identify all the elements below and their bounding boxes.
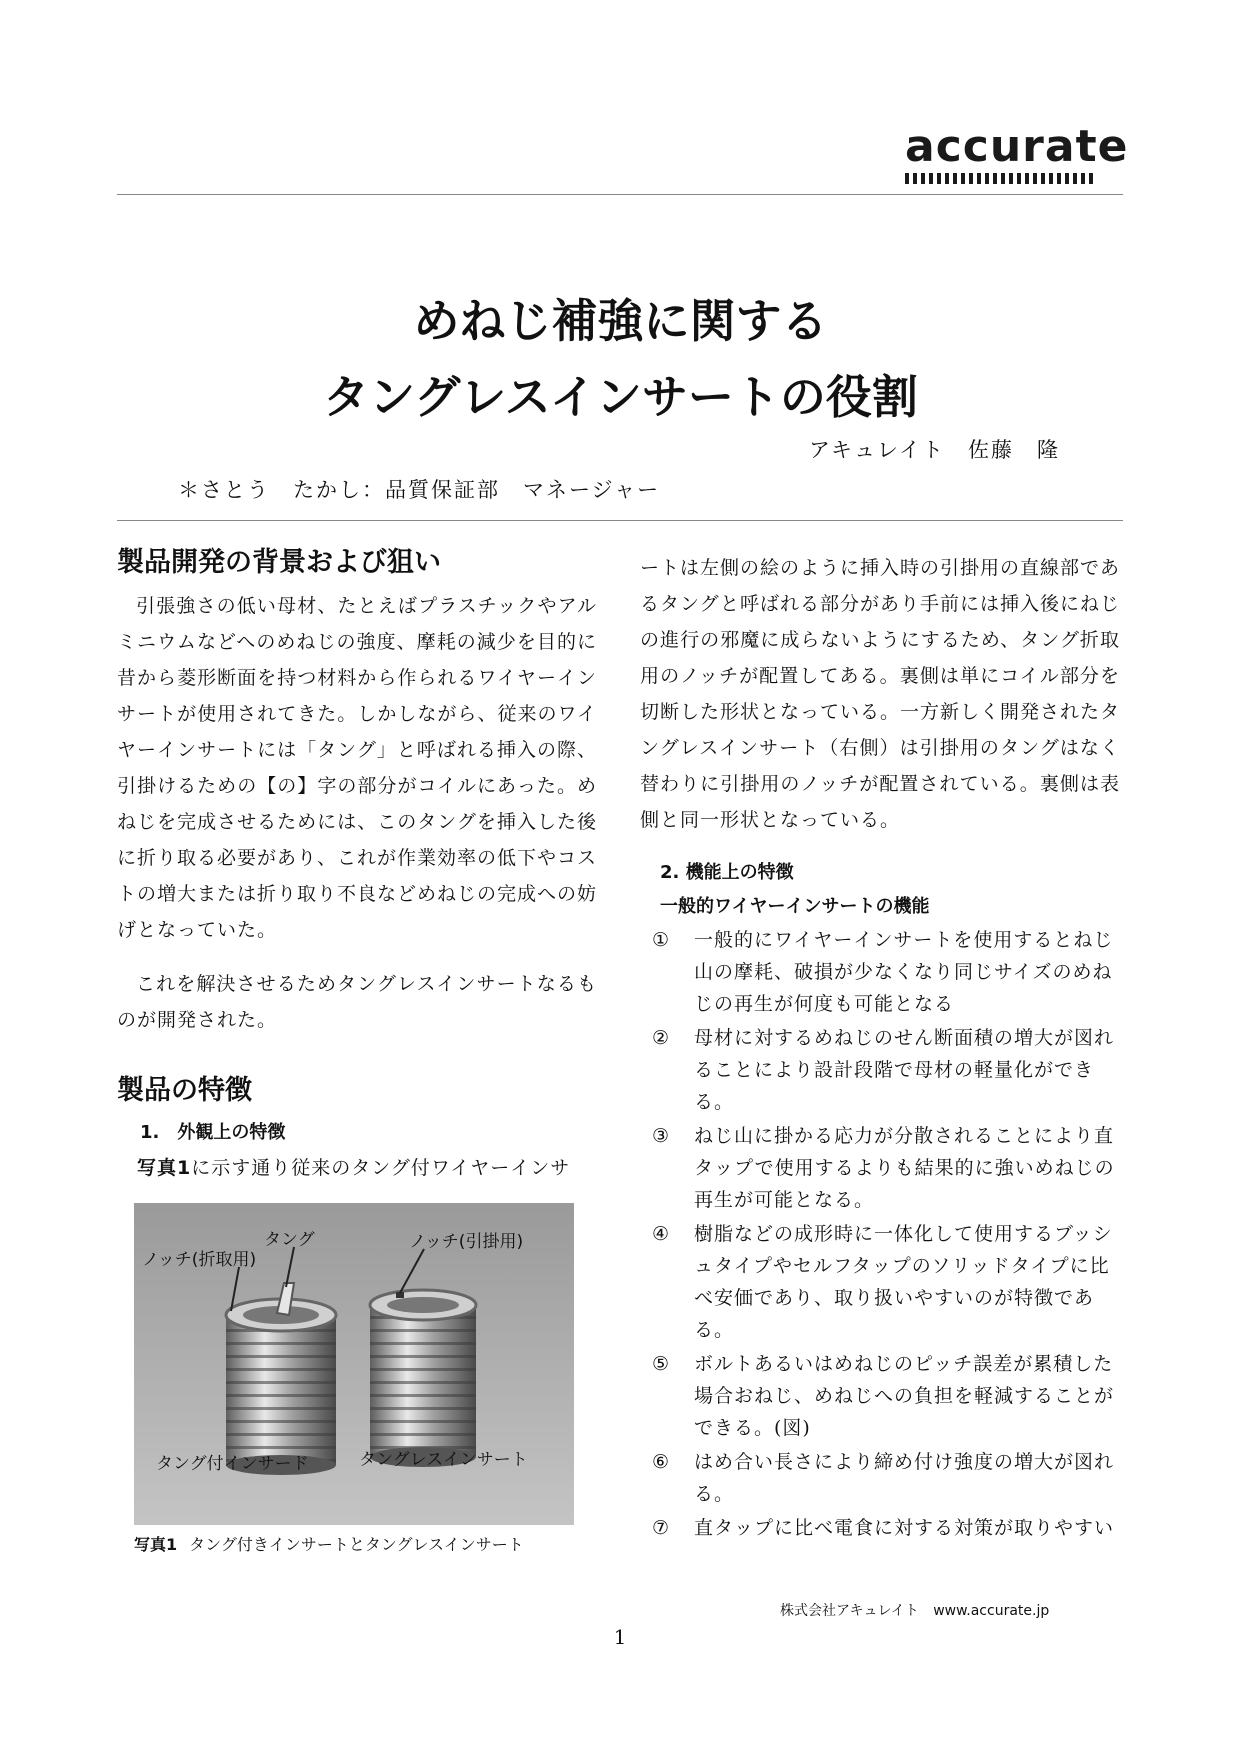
- footer-url[interactable]: www.accurate.jp: [933, 1603, 1050, 1619]
- logo-bars: [905, 173, 1135, 184]
- photo-1: [134, 1203, 574, 1525]
- background-paragraph-2: これを解決させるためタングレスインサートなるものが開発された。: [117, 973, 597, 1031]
- logo-text: accurate: [905, 121, 1129, 172]
- appearance-text: に示す通り従来のタング付ワイヤーインサ: [191, 1157, 571, 1179]
- footer-company: 株式会社アキュレイト: [780, 1603, 919, 1619]
- caption-text: タング付きインサートとタングレスインサート: [189, 1535, 524, 1554]
- footer: [780, 1600, 1049, 1620]
- author: アキュレイト 佐藤 隆: [808, 438, 1060, 462]
- photo-caption: [134, 1532, 524, 1555]
- label-tanged-insert: タング付インサード: [156, 1454, 309, 1474]
- function-list: [640, 924, 1120, 1546]
- header-divider: [117, 194, 1123, 195]
- author-profile: ＊さとう たかし：品質保証部 マネージャー: [178, 478, 661, 502]
- list-item: ⑤ ボルトあるいはめねじのピッチ誤差が累積した場合おねじ、めねじへの負担を軽減することができる。(図): [652, 1353, 1115, 1439]
- label-tang: タング: [264, 1230, 315, 1250]
- list-item: ① 一般的にワイヤーインサートを使用するとねじ山の摩耗、破損が少なくなり同じサイズのめねじの再生が何度も可能となる: [652, 929, 1114, 1015]
- caption-label: 写真1: [134, 1535, 178, 1554]
- subheading-wire-insert-function: 一般的ワイヤーインサートの機能: [660, 896, 930, 917]
- photo-reference: 写真1: [137, 1157, 192, 1179]
- page-number: 1: [613, 1625, 627, 1649]
- list-item: ⑥ はめ合い長さにより締め付け強度の増大が図れる。: [652, 1451, 1115, 1505]
- background-paragraph-1: 引張強さの低い母材、たとえばプラスチックやアルミニウムなどへのめねじの強度、摩耗の減少を目的に昔から菱形断面を持つ材料から作られるワイヤーインサートが使用されてきた。しかしながら、従来のワイヤーインサートには「タング」と呼ばれる挿入の際、引掛けるための【の】字の部分がコイルにあった。めねじを完成させるためには、このタングを挿入した後に折り取る必要があり、これが作業効率の低下やコストの増大または折り取り不良などめねじの完成への妨げとなっていた。: [117, 595, 598, 941]
- tangless-insert: [370, 1290, 476, 1467]
- section-heading-features: 製品の特徴: [117, 1075, 252, 1106]
- subheading-function: 2. 機能上の特徴: [660, 862, 794, 883]
- accurate-logo: [905, 121, 1135, 187]
- title-divider: [117, 520, 1123, 521]
- title-line-2: タングレスインサートの役割: [323, 370, 918, 424]
- list-item: ② 母材に対するめねじのせん断面積の増大が図れることにより設計段階で母材の軽量化ができる。: [652, 1027, 1115, 1113]
- list-item: ⑦ 直タップに比べ電食に対する対策が取りやすい: [652, 1517, 1115, 1539]
- title-line-1: めねじ補強に関する: [413, 294, 828, 348]
- appearance-paragraph-start: [137, 1150, 607, 1186]
- label-notch-break: ノッチ(折取用): [142, 1250, 257, 1270]
- list-item: ④ 樹脂などの成形時に一体化して使用するブッシュタイプやセルフタップのソリッドタイプに比べ安価であり、取り扱いやすいのが特徴である。: [652, 1223, 1113, 1341]
- label-notch-hook: ノッチ(引掛用): [409, 1232, 524, 1252]
- subheading-appearance: 1. 外観上の特徴: [140, 1122, 286, 1143]
- list-item: ③ ねじ山に掛かる応力が分散されることにより直タップで使用するよりも結果的に強いめねじの再生が可能となる。: [652, 1125, 1115, 1211]
- label-tangless-insert: タングレスインサート: [359, 1450, 528, 1470]
- section-heading-background: 製品開発の背景および狙い: [117, 547, 441, 578]
- tanged-insert: [226, 1283, 336, 1475]
- appearance-paragraph-continued: ートは左側の絵のように挿入時の引掛用の直線部であるタングと呼ばれる部分があり手前には挿入後にねじの進行の邪魔に成らないようにするため、タング折取用のノッチが配置してある。裏側は単にコイル部分を切断した形状となっている。一方新しく開発されたタングレスインサート（右側）は引掛用のタングはなく替わりに引掛用のノッチが配置されている。裏側は表側と同一形状となっている。: [640, 557, 1121, 831]
